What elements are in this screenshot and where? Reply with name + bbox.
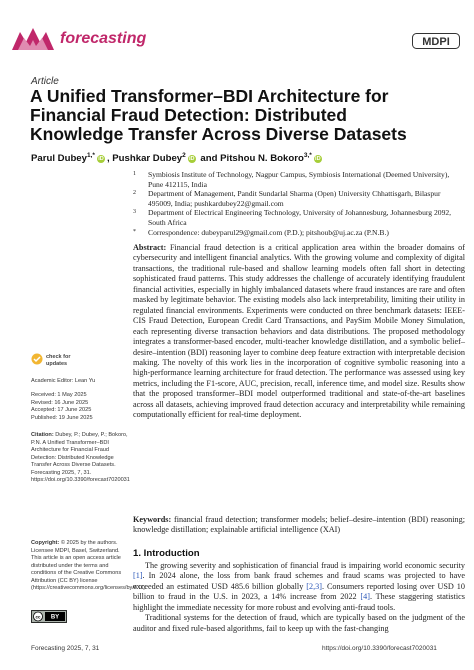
- author-name[interactable]: Pitshou N. Bokoro: [220, 153, 304, 165]
- check-for-updates-icon[interactable]: [31, 353, 43, 365]
- reference-link[interactable]: [1]: [133, 571, 143, 581]
- affiliations: [133, 170, 463, 237]
- keywords-text: financial fraud detection; transformer models; belief–desire–intention (BDI) reasoning; knowledge distillation; explainable artificial intelligence (XAI): [133, 515, 465, 535]
- reference-link[interactable]: [2,3]: [306, 581, 322, 591]
- copyright: [31, 540, 147, 593]
- revised-date: Revised: 16 June 2025: [31, 399, 89, 406]
- keywords: [133, 515, 465, 536]
- accepted-date: Accepted: 17 June 2025: [31, 407, 92, 413]
- abstract-text: Financial fraud detection is a critical application area within the broader domains of cybersecurity and intelligent financial analytics. With the growing volume and complexity of digital transactions, the traditional rule-based and shallow learning models often fall short in detecting sophisticated fraud patterns. This study addresses the challenge of accurately identifying fraudulent financial activities, especially in highly imbalanced datasets where fraud instances are rare and often masked by legitimate behavior. The existing models also lack interpretability, limiting their utility in regulated financial environments. Experiments were conducted on three benchmark datasets: IEEE-CIS Fraud Detection, European Credit Card Transactions, and PaySim Mobile Money Simulation, each representing diverse transaction behaviors and data distributions. The proposed methodology integrates a transformer-based encoder, multi-teacher knowledge distillation, and a symbolic belief–desire–intention (BDI) reasoning layer to combine deep feature extraction with interpretable decision making. The novelty of this work lies in the incorporation of cognitive symbolic reasoning into a high-performance learning architecture for fraud detection. The performance was assessed using key metrics, including the F1-score, AUC, precision, recall, inference time, and model size. Results show that the proposed transformer–BDI model outperformed traditional and state-of-the-art baselines across all datasets, achieving improved fraud detection accuracy and interpretability while remaining computationally efficient for real-time deployment.: [133, 243, 465, 420]
- footer-doi-link[interactable]: https://doi.org/10.3390/forecast7020031: [322, 645, 437, 652]
- author-affiliation-marker: 2: [182, 152, 186, 159]
- section-body: [133, 561, 465, 634]
- affiliation-item: 3 Department of Electrical Engineering Technology, University of Johannesburg, Johannesburg 2092, South Africa: [133, 208, 452, 227]
- article-type: Article: [31, 76, 59, 87]
- cc-by-license-icon[interactable]: [31, 610, 67, 623]
- author-name[interactable]: Pushkar Dubey: [112, 153, 183, 165]
- paper-title: A Unified Transformer–BDI Architecture for Financial Fraud Detection: Distributed Knowledge Transfer Across Diverse Datasets: [30, 86, 407, 144]
- check-for-updates-link[interactable]: check for updates: [46, 354, 71, 367]
- author-name[interactable]: Parul Dubey: [31, 153, 87, 165]
- paragraph: The growing severity and sophistication of financial fraud is impairing world economic security [1]. In 2024 alone, the loss from bank fraud schemes and fraud scams was projected to have exceeded an estimated USD 485.6 billion globally [2,3]. Consumers reported losing over USD 10 billion to fraud in the U.S. in 2023, a 14% increase from 2022 [4]. These staggering statistics highlight the immediate necessity for more robust and evolving anti-fraud tools.: [133, 561, 465, 612]
- publication-dates: [31, 392, 129, 422]
- author-affiliation-marker: 1,*: [86, 152, 95, 159]
- keywords-label: Keywords:: [133, 515, 172, 524]
- paragraph: Traditional systems for the detection of fraud, which are typically based on the judgment of the auditor and fixed rule-based algorithms, fail to keep up with the fast-changing: [133, 613, 465, 633]
- affiliation-item: 2 Department of Management, Pandit Sundarlal Sharma (Open) University Chhattisgarh, Bilaspur 495009, India; pushkardubey22@gmail.com: [133, 189, 441, 208]
- abstract-label: Abstract:: [133, 243, 167, 252]
- copyright-text: © 2025 by the authors. Licensee MDPI, Basel, Switzerland. This article is an open access article distributed under the terms and conditions of the Creative Commons Attribution (CC BY) license (https://creativecommons.org/licenses/by/4.0/).: [31, 540, 147, 591]
- author-list: [31, 150, 451, 165]
- author-separator: ,: [106, 153, 113, 165]
- published-date: Published: 19 June 2025: [31, 414, 93, 421]
- copyright-label: Copyright:: [31, 540, 60, 546]
- received-date: Received: 1 May 2025: [31, 392, 87, 398]
- orcid-icon[interactable]: iD: [315, 155, 321, 162]
- author-separator: and: [197, 153, 221, 165]
- affiliation-item: 1 Symbiosis Institute of Technology, Nagpur Campus, Symbiosis International (Deemed University), Pune 412115, India: [133, 170, 450, 189]
- academic-editor: Academic Editor: Lean Yu: [31, 378, 96, 384]
- citation-text[interactable]: Dubey, P.; Dubey, P.; Bokoro, P.N. A Unified Transformer–BDI Architecture for Financial Fraud Detection: Distributed Knowledge Transfer Across Diverse Datasets. Forecasting 2025, 7, 31. https://doi.org/10.3390/forecast7020031: [31, 432, 130, 483]
- journal-name[interactable]: forecasting: [60, 30, 147, 47]
- correspondence: * Correspondence: dubeyparul29@gmail.com (P.D.); pitshoub@uj.ac.za (P.N.B.): [133, 227, 389, 237]
- journal-logo-icon: [10, 24, 56, 54]
- orcid-icon[interactable]: iD: [98, 155, 104, 162]
- footer-citation: Forecasting 2025, 7, 31: [31, 645, 100, 652]
- citation-label: Citation:: [31, 432, 54, 438]
- svg-text:BY: BY: [50, 614, 60, 621]
- svg-text:MDPI: MDPI: [422, 36, 450, 48]
- svg-text:cc: cc: [35, 614, 41, 620]
- abstract: [133, 243, 465, 421]
- mdpi-logo[interactable]: [412, 33, 460, 49]
- author-affiliation-marker: 3,*: [303, 152, 312, 159]
- section-title: 1. Introduction: [133, 548, 200, 559]
- citation: [31, 432, 129, 485]
- orcid-icon[interactable]: iD: [189, 155, 195, 162]
- reference-link[interactable]: [4]: [360, 592, 370, 602]
